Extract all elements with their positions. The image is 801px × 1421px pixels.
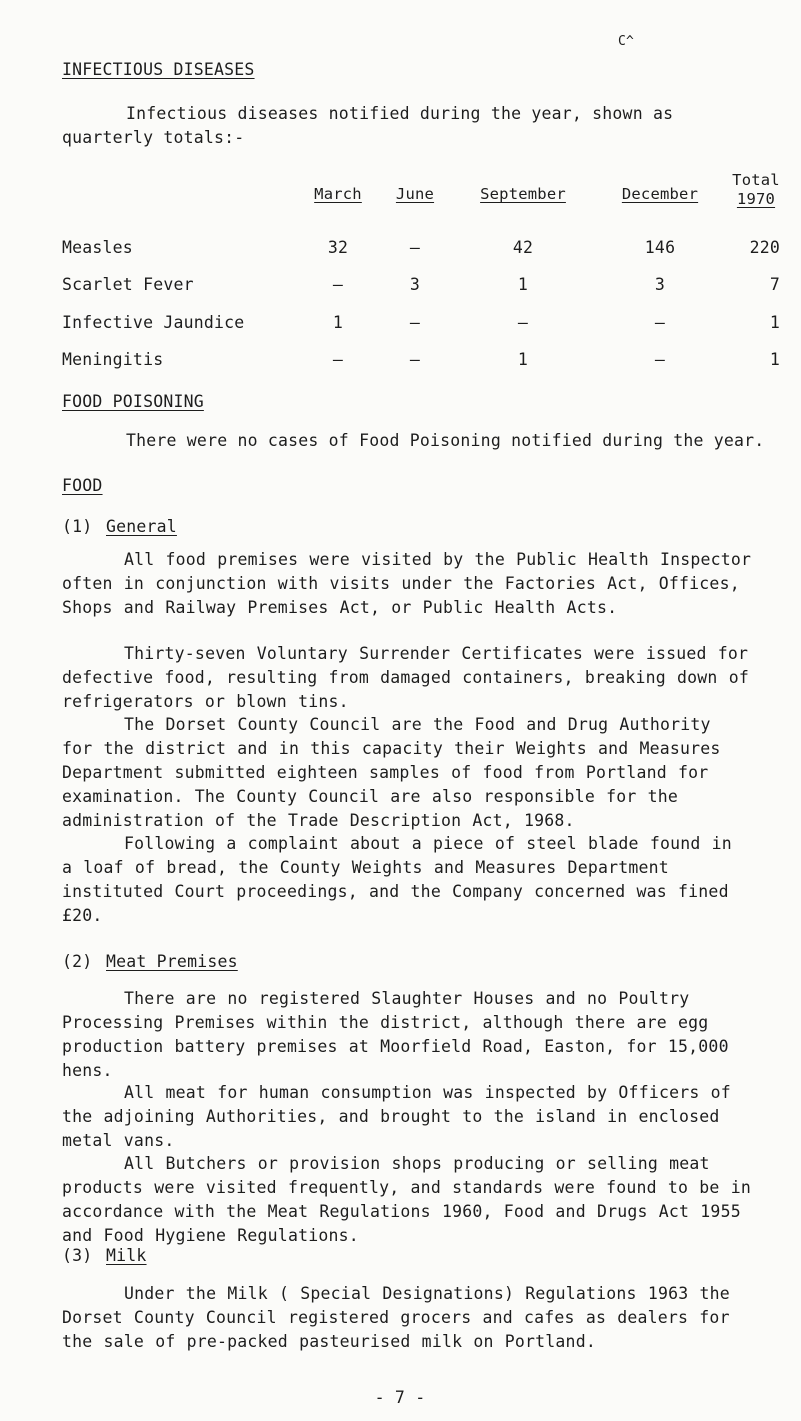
row-label: Measles <box>62 238 133 257</box>
general-paragraph-1: All food premises were visited by the Public Health Inspector often in conjunction with visits under the Factories Act, Offices, Shops and Railway Premises Act, or Public Health Acts. <box>62 550 752 617</box>
corner-mark: C^ <box>618 34 635 49</box>
cell-june: – <box>409 313 421 332</box>
cell-december: 3 <box>654 275 666 294</box>
table-row <box>0 313 801 337</box>
food-poisoning-heading: FOOD POISONING <box>62 392 204 411</box>
table-row <box>0 350 801 374</box>
intro-line-2: quarterly totals:- <box>62 128 245 147</box>
cell-december: – <box>654 313 666 332</box>
milk-heading: Milk <box>106 1246 147 1265</box>
cell-total: 1 <box>769 313 780 332</box>
cell-december: 146 <box>644 238 676 257</box>
table-row <box>0 238 801 262</box>
cell-march: 32 <box>327 238 349 257</box>
cell-december: – <box>654 350 666 369</box>
cell-march: – <box>332 350 344 369</box>
col-header-june: June <box>395 185 435 203</box>
food-heading: FOOD <box>62 476 103 495</box>
col-header-total-year: 1970 <box>736 190 776 208</box>
meat-paragraph-3: All Butchers or provision shops producing or selling meat products were visited frequently, and standards were found to be in accordance with the Meat Regulations 1960, Food and Drugs Act 1955 and Food Hygiene Regulations. <box>62 1154 751 1245</box>
cell-september: – <box>517 313 529 332</box>
row-label: Scarlet Fever <box>62 275 194 294</box>
cell-september: 1 <box>517 350 529 369</box>
row-label: Infective Jaundice <box>62 313 245 332</box>
general-paragraph-4: Following a complaint about a piece of steel blade found in a loaf of bread, the County Weights and Measures Department instituted Court proceedings, and the Company concerned was fined £20. <box>62 834 732 925</box>
page-number: - 7 - <box>374 1388 426 1407</box>
cell-march: 1 <box>332 313 344 332</box>
cell-total: 220 <box>749 238 780 257</box>
col-header-march: March <box>314 185 362 203</box>
row-label: Meningitis <box>62 350 164 369</box>
general-paragraph-3: The Dorset County Council are the Food and Drug Authority for the district and in this capacity their Weights and Measures Department submitted eighteen samples of food from Portland for examination. The County Council are also responsible for the administration of the Trade Description Act, 1968. <box>62 715 721 830</box>
cell-september: 1 <box>517 275 529 294</box>
cell-total: 1 <box>769 350 780 369</box>
col-header-december: December <box>621 185 699 203</box>
meat-paragraph-1: There are no registered Slaughter Houses and no Poultry Processing Premises within the district, although there are egg production battery premises at Moorfield Road, Easton, for 15,000 hens. <box>62 989 729 1080</box>
intro-line-1: Infectious diseases notified during the year, shown as <box>126 104 674 123</box>
food-poisoning-text: There were no cases of Food Poisoning notified during the year. <box>126 431 765 450</box>
meat-number: (2) <box>62 952 93 971</box>
milk-paragraph-1: Under the Milk ( Special Designations) Regulations 1963 the Dorset County Council registered grocers and cafes as dealers for the sale of pre-packed pasteurised milk on Portland. <box>62 1284 730 1351</box>
cell-september: 42 <box>512 238 534 257</box>
page-heading: INFECTIOUS DISEASES <box>62 60 255 79</box>
table-row <box>0 275 801 299</box>
meat-heading: Meat Premises <box>106 952 238 971</box>
milk-number: (3) <box>62 1246 93 1265</box>
cell-total: 7 <box>769 275 780 294</box>
col-header-september: September <box>480 185 566 203</box>
cell-june: – <box>409 350 421 369</box>
col-header-total: Total <box>732 171 780 189</box>
cell-june: 3 <box>409 275 421 294</box>
cell-march: – <box>332 275 344 294</box>
general-paragraph-2: Thirty-seven Voluntary Surrender Certificates were issued for defective food, resulting from damaged containers, breaking down of refrigerators or blown tins. <box>62 644 749 711</box>
meat-paragraph-2: All meat for human consumption was inspected by Officers of the adjoining Authorities, and brought to the island in enclosed metal vans. <box>62 1083 731 1150</box>
cell-june: – <box>409 238 421 257</box>
general-number: (1) <box>62 517 93 536</box>
general-heading: General <box>106 517 177 536</box>
